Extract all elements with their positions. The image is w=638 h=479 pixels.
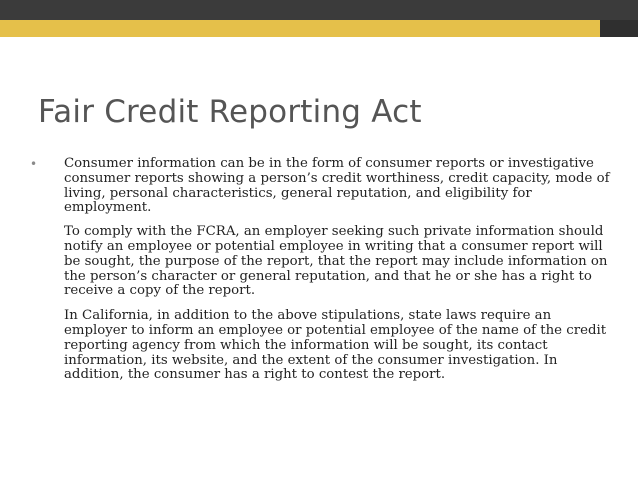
paragraph-text: Consumer information can be in the form of consumer reports or investigative consumer reports showing a person’s credit worthiness, credit capacity, mode of living, personal characteristics, general reputation, and eligibility for employment. — [64, 156, 610, 216]
slide-body — [30, 157, 610, 393]
paragraph-text: In California, in addition to the above stipulations, state laws require an employer to inform an employee or potential employee of the name of the credit reporting agency from which the information will be sought, its contact information, its website, and the extent of the consumer investigation. In addition, the consumer has a right to contest the report. — [64, 308, 607, 383]
slide-title: Fair Credit Reporting Act — [38, 94, 422, 130]
slide-accent-strip — [0, 20, 638, 37]
bullet-icon: • — [30, 157, 38, 171]
body-paragraph — [30, 309, 610, 383]
body-paragraph — [30, 225, 610, 299]
slide-accent-tab — [600, 20, 638, 37]
bullet-paragraph — [30, 157, 610, 216]
paragraph-text: To comply with the FCRA, an employer seeking such private information should notify an employee or potential employee in writing that a consumer report will be sought, the purpose of the report, that the report may include information on the person’s character or general reputation, and that he or she has a right to receive a copy of the report. — [64, 224, 608, 299]
slide-top-bar — [0, 0, 638, 20]
